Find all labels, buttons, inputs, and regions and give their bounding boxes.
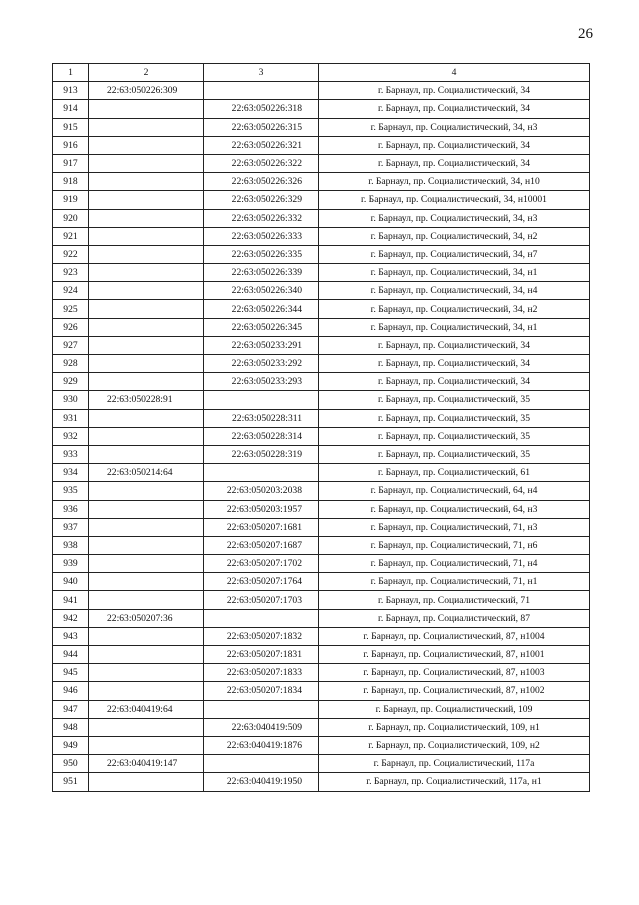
- row-number: 926: [53, 318, 89, 336]
- room-cadastral-number: [204, 700, 319, 718]
- table-row: [53, 627, 590, 645]
- room-cadastral-number: [204, 464, 319, 482]
- building-cadastral-number: [89, 373, 204, 391]
- address: г. Барнаул, пр. Социалистический, 64, н4: [319, 482, 590, 500]
- address: г. Барнаул, пр. Социалистический, 34: [319, 355, 590, 373]
- room-cadastral-number: 22:63:050226:345: [204, 318, 319, 336]
- address: г. Барнаул, пр. Социалистический, 87, н1002: [319, 682, 590, 700]
- address: г. Барнаул, пр. Социалистический, 87, н1001: [319, 646, 590, 664]
- room-cadastral-number: 22:63:050233:293: [204, 373, 319, 391]
- table-row: [53, 609, 590, 627]
- table-row: [53, 282, 590, 300]
- row-number: 934: [53, 464, 89, 482]
- row-number: 951: [53, 773, 89, 791]
- room-cadastral-number: 22:63:050207:1832: [204, 627, 319, 645]
- row-number: 950: [53, 755, 89, 773]
- address: г. Барнаул, пр. Социалистический, 34, н10: [319, 173, 590, 191]
- row-number: 941: [53, 591, 89, 609]
- address: г. Барнаул, пр. Социалистический, 117а, н1: [319, 773, 590, 791]
- room-cadastral-number: [204, 609, 319, 627]
- room-cadastral-number: 22:63:050226:332: [204, 209, 319, 227]
- room-cadastral-number: 22:63:050203:1957: [204, 500, 319, 518]
- table-row: [53, 82, 590, 100]
- table-row: [53, 773, 590, 791]
- address: г. Барнаул, пр. Социалистический, 35: [319, 445, 590, 463]
- column-header-2: 2: [89, 64, 204, 82]
- row-number: 947: [53, 700, 89, 718]
- address: г. Барнаул, пр. Социалистический, 117а: [319, 755, 590, 773]
- table-row: [53, 245, 590, 263]
- row-number: 923: [53, 264, 89, 282]
- row-number: 921: [53, 227, 89, 245]
- address: г. Барнаул, пр. Социалистический, 71, н6: [319, 536, 590, 554]
- address: г. Барнаул, пр. Социалистический, 109, н2: [319, 736, 590, 754]
- address: г. Барнаул, пр. Социалистический, 109, н1: [319, 718, 590, 736]
- building-cadastral-number: [89, 318, 204, 336]
- building-cadastral-number: [89, 118, 204, 136]
- table-row: [53, 573, 590, 591]
- building-cadastral-number: [89, 627, 204, 645]
- address: г. Барнаул, пр. Социалистический, 34, н2: [319, 227, 590, 245]
- header-row: [53, 64, 590, 82]
- building-cadastral-number: [89, 664, 204, 682]
- address: г. Барнаул, пр. Социалистический, 87: [319, 609, 590, 627]
- table-row: [53, 336, 590, 354]
- address: г. Барнаул, пр. Социалистический, 34: [319, 136, 590, 154]
- building-cadastral-number: [89, 445, 204, 463]
- building-cadastral-number: [89, 336, 204, 354]
- table-row: [53, 536, 590, 554]
- table-row: [53, 700, 590, 718]
- building-cadastral-number: [89, 682, 204, 700]
- room-cadastral-number: 22:63:050226:326: [204, 173, 319, 191]
- table-row: [53, 154, 590, 172]
- building-cadastral-number: 22:63:050228:91: [89, 391, 204, 409]
- table-row: [53, 318, 590, 336]
- building-cadastral-number: [89, 409, 204, 427]
- room-cadastral-number: 22:63:050207:1833: [204, 664, 319, 682]
- building-cadastral-number: [89, 591, 204, 609]
- building-cadastral-number: [89, 300, 204, 318]
- room-cadastral-number: 22:63:050226:329: [204, 191, 319, 209]
- row-number: 937: [53, 518, 89, 536]
- building-cadastral-number: [89, 573, 204, 591]
- table-row: [53, 100, 590, 118]
- row-number: 939: [53, 555, 89, 573]
- table-row: [53, 718, 590, 736]
- building-cadastral-number: 22:63:050207:36: [89, 609, 204, 627]
- table-row: [53, 373, 590, 391]
- address: г. Барнаул, пр. Социалистический, 87, н1004: [319, 627, 590, 645]
- table-row: [53, 482, 590, 500]
- table-row: [53, 646, 590, 664]
- table-row: [53, 391, 590, 409]
- room-cadastral-number: 22:63:050226:318: [204, 100, 319, 118]
- table-row: [53, 445, 590, 463]
- address: г. Барнаул, пр. Социалистический, 34: [319, 82, 590, 100]
- building-cadastral-number: [89, 209, 204, 227]
- row-number: 925: [53, 300, 89, 318]
- address: г. Барнаул, пр. Социалистический, 34, н1: [319, 318, 590, 336]
- room-cadastral-number: 22:63:040419:1950: [204, 773, 319, 791]
- address: г. Барнаул, пр. Социалистический, 34, н1: [319, 264, 590, 282]
- row-number: 916: [53, 136, 89, 154]
- building-cadastral-number: [89, 718, 204, 736]
- row-number: 942: [53, 609, 89, 627]
- table-row: [53, 173, 590, 191]
- address: г. Барнаул, пр. Социалистический, 71, н1: [319, 573, 590, 591]
- page-number: 26: [578, 26, 593, 42]
- room-cadastral-number: 22:63:050207:1834: [204, 682, 319, 700]
- building-cadastral-number: [89, 227, 204, 245]
- room-cadastral-number: 22:63:040419:509: [204, 718, 319, 736]
- column-header-4: 4: [319, 64, 590, 82]
- room-cadastral-number: 22:63:050207:1703: [204, 591, 319, 609]
- building-cadastral-number: [89, 173, 204, 191]
- row-number: 929: [53, 373, 89, 391]
- room-cadastral-number: 22:63:040419:1876: [204, 736, 319, 754]
- room-cadastral-number: 22:63:050226:333: [204, 227, 319, 245]
- building-cadastral-number: [89, 245, 204, 263]
- room-cadastral-number: 22:63:050233:291: [204, 336, 319, 354]
- room-cadastral-number: 22:63:050228:311: [204, 409, 319, 427]
- room-cadastral-number: 22:63:050226:335: [204, 245, 319, 263]
- building-cadastral-number: [89, 154, 204, 172]
- row-number: 918: [53, 173, 89, 191]
- building-cadastral-number: 22:63:050226:309: [89, 82, 204, 100]
- address: г. Барнаул, пр. Социалистический, 34, н10001: [319, 191, 590, 209]
- row-number: 922: [53, 245, 89, 263]
- row-number: 930: [53, 391, 89, 409]
- building-cadastral-number: [89, 482, 204, 500]
- row-number: 914: [53, 100, 89, 118]
- table-row: [53, 591, 590, 609]
- room-cadastral-number: 22:63:050226:321: [204, 136, 319, 154]
- row-number: 924: [53, 282, 89, 300]
- building-cadastral-number: [89, 100, 204, 118]
- address: г. Барнаул, пр. Социалистический, 34, н2: [319, 300, 590, 318]
- row-number: 920: [53, 209, 89, 227]
- building-cadastral-number: [89, 536, 204, 554]
- address: г. Барнаул, пр. Социалистический, 35: [319, 409, 590, 427]
- room-cadastral-number: 22:63:050207:1831: [204, 646, 319, 664]
- address: г. Барнаул, пр. Социалистический, 34: [319, 100, 590, 118]
- building-cadastral-number: [89, 773, 204, 791]
- room-cadastral-number: [204, 391, 319, 409]
- building-cadastral-number: [89, 136, 204, 154]
- table-row: [53, 682, 590, 700]
- row-number: 927: [53, 336, 89, 354]
- building-cadastral-number: [89, 555, 204, 573]
- building-cadastral-number: 22:63:040419:64: [89, 700, 204, 718]
- row-number: 948: [53, 718, 89, 736]
- building-cadastral-number: [89, 355, 204, 373]
- table-row: [53, 264, 590, 282]
- address: г. Барнаул, пр. Социалистический, 34: [319, 336, 590, 354]
- address: г. Барнаул, пр. Социалистический, 34, н7: [319, 245, 590, 263]
- room-cadastral-number: 22:63:050226:339: [204, 264, 319, 282]
- row-number: 946: [53, 682, 89, 700]
- table-body: [53, 82, 590, 791]
- room-cadastral-number: 22:63:050228:314: [204, 427, 319, 445]
- table-row: [53, 464, 590, 482]
- row-number: 913: [53, 82, 89, 100]
- table-row: [53, 136, 590, 154]
- building-cadastral-number: [89, 264, 204, 282]
- building-cadastral-number: [89, 191, 204, 209]
- address: г. Барнаул, пр. Социалистический, 34: [319, 373, 590, 391]
- building-cadastral-number: [89, 427, 204, 445]
- row-number: 945: [53, 664, 89, 682]
- row-number: 949: [53, 736, 89, 754]
- address: г. Барнаул, пр. Социалистический, 34, н3: [319, 118, 590, 136]
- building-cadastral-number: [89, 518, 204, 536]
- room-cadastral-number: 22:63:050207:1681: [204, 518, 319, 536]
- row-number: 940: [53, 573, 89, 591]
- registry-table: [52, 63, 590, 792]
- row-number: 935: [53, 482, 89, 500]
- table-row: [53, 191, 590, 209]
- room-cadastral-number: 22:63:050226:344: [204, 300, 319, 318]
- table-row: [53, 118, 590, 136]
- table-row: [53, 209, 590, 227]
- room-cadastral-number: 22:63:050207:1687: [204, 536, 319, 554]
- address: г. Барнаул, пр. Социалистический, 64, н3: [319, 500, 590, 518]
- table-row: [53, 227, 590, 245]
- building-cadastral-number: [89, 646, 204, 664]
- table-row: [53, 518, 590, 536]
- table-row: [53, 355, 590, 373]
- table-row: [53, 755, 590, 773]
- room-cadastral-number: 22:63:050228:319: [204, 445, 319, 463]
- room-cadastral-number: 22:63:050226:340: [204, 282, 319, 300]
- room-cadastral-number: 22:63:050226:315: [204, 118, 319, 136]
- room-cadastral-number: [204, 755, 319, 773]
- table-row: [53, 427, 590, 445]
- room-cadastral-number: [204, 82, 319, 100]
- table-row: [53, 300, 590, 318]
- table-row: [53, 500, 590, 518]
- room-cadastral-number: 22:63:050226:322: [204, 154, 319, 172]
- table-row: [53, 555, 590, 573]
- building-cadastral-number: 22:63:040419:147: [89, 755, 204, 773]
- building-cadastral-number: [89, 736, 204, 754]
- row-number: 915: [53, 118, 89, 136]
- row-number: 944: [53, 646, 89, 664]
- address: г. Барнаул, пр. Социалистический, 34, н4: [319, 282, 590, 300]
- row-number: 938: [53, 536, 89, 554]
- row-number: 936: [53, 500, 89, 518]
- row-number: 928: [53, 355, 89, 373]
- row-number: 917: [53, 154, 89, 172]
- row-number: 932: [53, 427, 89, 445]
- row-number: 919: [53, 191, 89, 209]
- address: г. Барнаул, пр. Социалистический, 35: [319, 427, 590, 445]
- table-row: [53, 664, 590, 682]
- building-cadastral-number: [89, 500, 204, 518]
- address: г. Барнаул, пр. Социалистический, 71, н3: [319, 518, 590, 536]
- column-header-3: 3: [204, 64, 319, 82]
- address: г. Барнаул, пр. Социалистический, 109: [319, 700, 590, 718]
- address: г. Барнаул, пр. Социалистический, 61: [319, 464, 590, 482]
- row-number: 931: [53, 409, 89, 427]
- building-cadastral-number: 22:63:050214:64: [89, 464, 204, 482]
- room-cadastral-number: 22:63:050207:1764: [204, 573, 319, 591]
- room-cadastral-number: 22:63:050203:2038: [204, 482, 319, 500]
- address: г. Барнаул, пр. Социалистический, 35: [319, 391, 590, 409]
- building-cadastral-number: [89, 282, 204, 300]
- table-row: [53, 736, 590, 754]
- row-number: 943: [53, 627, 89, 645]
- address: г. Барнаул, пр. Социалистический, 87, н1003: [319, 664, 590, 682]
- address: г. Барнаул, пр. Социалистический, 34: [319, 154, 590, 172]
- table-row: [53, 409, 590, 427]
- room-cadastral-number: 22:63:050207:1702: [204, 555, 319, 573]
- row-number: 933: [53, 445, 89, 463]
- address: г. Барнаул, пр. Социалистический, 71: [319, 591, 590, 609]
- column-header-1: 1: [53, 64, 89, 82]
- room-cadastral-number: 22:63:050233:292: [204, 355, 319, 373]
- address: г. Барнаул, пр. Социалистический, 71, н4: [319, 555, 590, 573]
- address: г. Барнаул, пр. Социалистический, 34, н3: [319, 209, 590, 227]
